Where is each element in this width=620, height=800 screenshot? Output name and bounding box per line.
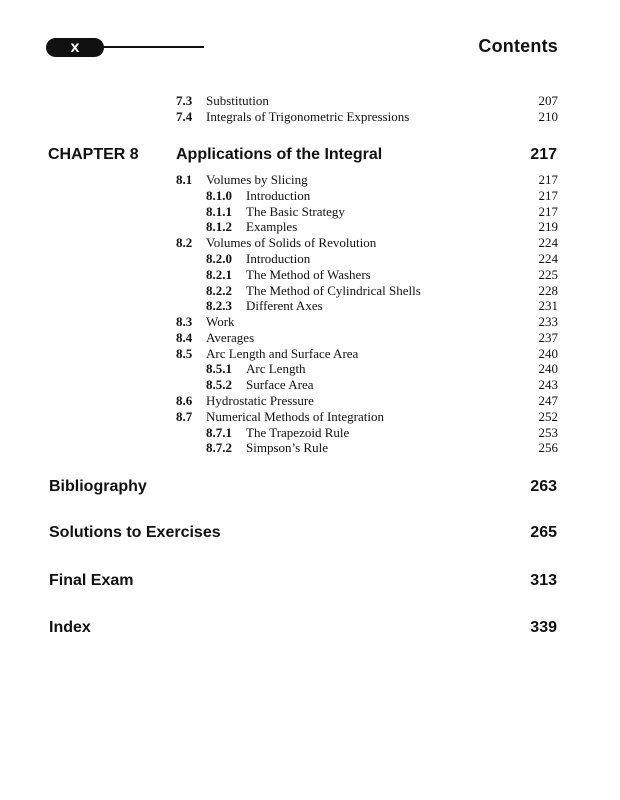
- toc-entry-title[interactable]: Volumes by Slicing: [206, 172, 308, 187]
- toc-entry-number: 8.2: [176, 235, 193, 250]
- toc-entry[interactable]: [176, 93, 558, 109]
- header-rule: [98, 46, 204, 48]
- toc-entry-page: 240: [538, 361, 558, 376]
- toc-entry-title[interactable]: Work: [206, 314, 235, 329]
- toc-entry-title[interactable]: Examples: [246, 219, 298, 234]
- toc-entry[interactable]: [206, 425, 558, 441]
- toc-entry-page: 224: [538, 251, 558, 266]
- toc-entry[interactable]: [206, 188, 558, 204]
- toc-entry-number: 8.1.1: [206, 204, 232, 219]
- toc-entry-title[interactable]: Different Axes: [246, 298, 323, 313]
- toc-entry-title[interactable]: The Method of Cylindrical Shells: [246, 283, 421, 298]
- toc-entry-number: 8.2.3: [206, 298, 232, 313]
- toc-entry[interactable]: [176, 346, 558, 362]
- back-matter-entry[interactable]: [49, 619, 557, 639]
- chapter-page-number: 217: [530, 146, 557, 163]
- page-header: [46, 34, 558, 60]
- toc-entry-number: 8.6: [176, 393, 193, 408]
- page-number-label: x: [70, 39, 80, 56]
- toc-entry[interactable]: [206, 283, 558, 299]
- toc-entry[interactable]: [176, 172, 558, 188]
- back-matter-title[interactable]: Index: [49, 619, 91, 636]
- toc-entry-page: 219: [538, 219, 558, 234]
- toc-entry-title[interactable]: Substitution: [206, 93, 269, 108]
- toc-entry-page: 252: [538, 409, 558, 424]
- toc-entry-page: 253: [538, 425, 558, 440]
- toc-entry[interactable]: [206, 204, 558, 220]
- toc-entry[interactable]: [176, 330, 558, 346]
- toc-entry[interactable]: [176, 409, 558, 425]
- toc-entry-number: 7.4: [176, 109, 193, 124]
- toc-entry-number: 8.1.0: [206, 188, 232, 203]
- back-matter-entry[interactable]: [49, 572, 557, 592]
- back-matter-entry[interactable]: [49, 524, 557, 544]
- toc-entry-number: 7.3: [176, 93, 193, 108]
- page-number-badge: [46, 38, 104, 57]
- toc-entry-title[interactable]: Introduction: [246, 188, 311, 203]
- toc-entry[interactable]: [206, 267, 558, 283]
- toc-entry-number: 8.7.2: [206, 440, 232, 455]
- toc-entry-number: 8.1.2: [206, 219, 232, 234]
- back-matter-title[interactable]: Final Exam: [49, 572, 134, 589]
- toc-entry-number: 8.2.2: [206, 283, 232, 298]
- back-matter-page: 313: [530, 572, 557, 589]
- toc-entry-page: 240: [538, 346, 558, 361]
- toc-entry-page: 225: [538, 267, 558, 282]
- back-matter-title[interactable]: Solutions to Exercises: [49, 524, 221, 541]
- toc-entry-page: 231: [538, 298, 558, 313]
- toc-entry[interactable]: [176, 314, 558, 330]
- toc-entry-number: 8.5.2: [206, 377, 232, 392]
- toc-entry-title[interactable]: Introduction: [246, 251, 311, 266]
- toc-entry-page: 247: [538, 393, 558, 408]
- toc-entry-page: 217: [538, 172, 558, 187]
- chapter-title[interactable]: Applications of the Integral: [176, 146, 383, 163]
- back-matter-title[interactable]: Bibliography: [49, 478, 147, 495]
- chapter-label[interactable]: CHAPTER 8: [48, 146, 139, 163]
- toc-entry-title[interactable]: Arc Length: [246, 361, 306, 376]
- toc-entry-page: 224: [538, 235, 558, 250]
- toc-entry-title[interactable]: Volumes of Solids of Revolution: [206, 235, 377, 250]
- running-title: Contents: [478, 36, 558, 56]
- toc-entry[interactable]: [206, 298, 558, 314]
- toc-entry-number: 8.2.1: [206, 267, 232, 282]
- toc-entry-title[interactable]: Surface Area: [246, 377, 314, 392]
- toc-entry-page: 217: [538, 204, 558, 219]
- toc-entry-number: 8.7.1: [206, 425, 232, 440]
- toc-entry-number: 8.5.1: [206, 361, 232, 376]
- back-matter-page: 263: [530, 478, 557, 495]
- toc-entry-number: 8.2.0: [206, 251, 232, 266]
- back-matter-page: 265: [530, 524, 557, 541]
- toc-entry-title[interactable]: Simpson’s Rule: [246, 440, 328, 455]
- toc-entry-page: 210: [538, 109, 558, 124]
- toc-entry-title[interactable]: The Method of Washers: [246, 267, 371, 282]
- toc-entry-page: 243: [538, 377, 558, 392]
- toc-entry[interactable]: [206, 440, 558, 456]
- toc-entry-title[interactable]: Arc Length and Surface Area: [206, 346, 359, 361]
- toc-entry[interactable]: [176, 393, 558, 409]
- toc-entry-number: 8.4: [176, 330, 193, 345]
- toc-entry[interactable]: [206, 219, 558, 235]
- toc-entry-title[interactable]: The Basic Strategy: [246, 204, 345, 219]
- toc-entry-number: 8.5: [176, 346, 193, 361]
- toc-entry-title[interactable]: Integrals of Trigonometric Expressions: [206, 109, 410, 124]
- toc-entry-title[interactable]: Averages: [206, 330, 255, 345]
- toc-entry-page: 237: [538, 330, 558, 345]
- toc-entry-page: 217: [538, 188, 558, 203]
- toc-entry[interactable]: [206, 377, 558, 393]
- toc-entry-page: 207: [538, 93, 558, 108]
- back-matter-entry[interactable]: [49, 478, 557, 498]
- toc-entry-number: 8.3: [176, 314, 193, 329]
- toc-entry-page: 228: [538, 283, 558, 298]
- toc-entry[interactable]: [206, 361, 558, 377]
- toc-entry-page: 233: [538, 314, 558, 329]
- toc-entry[interactable]: [176, 235, 558, 251]
- toc-entry-title[interactable]: Numerical Methods of Integration: [206, 409, 384, 424]
- toc-entry-page: 256: [538, 440, 558, 455]
- toc-entry-title[interactable]: The Trapezoid Rule: [246, 425, 350, 440]
- back-matter-page: 339: [530, 619, 557, 636]
- toc-entry-number: 8.7: [176, 409, 193, 424]
- toc-entry[interactable]: [176, 109, 558, 125]
- toc-entry[interactable]: [206, 251, 558, 267]
- toc-entry-number: 8.1: [176, 172, 193, 187]
- toc-entry-title[interactable]: Hydrostatic Pressure: [206, 393, 314, 408]
